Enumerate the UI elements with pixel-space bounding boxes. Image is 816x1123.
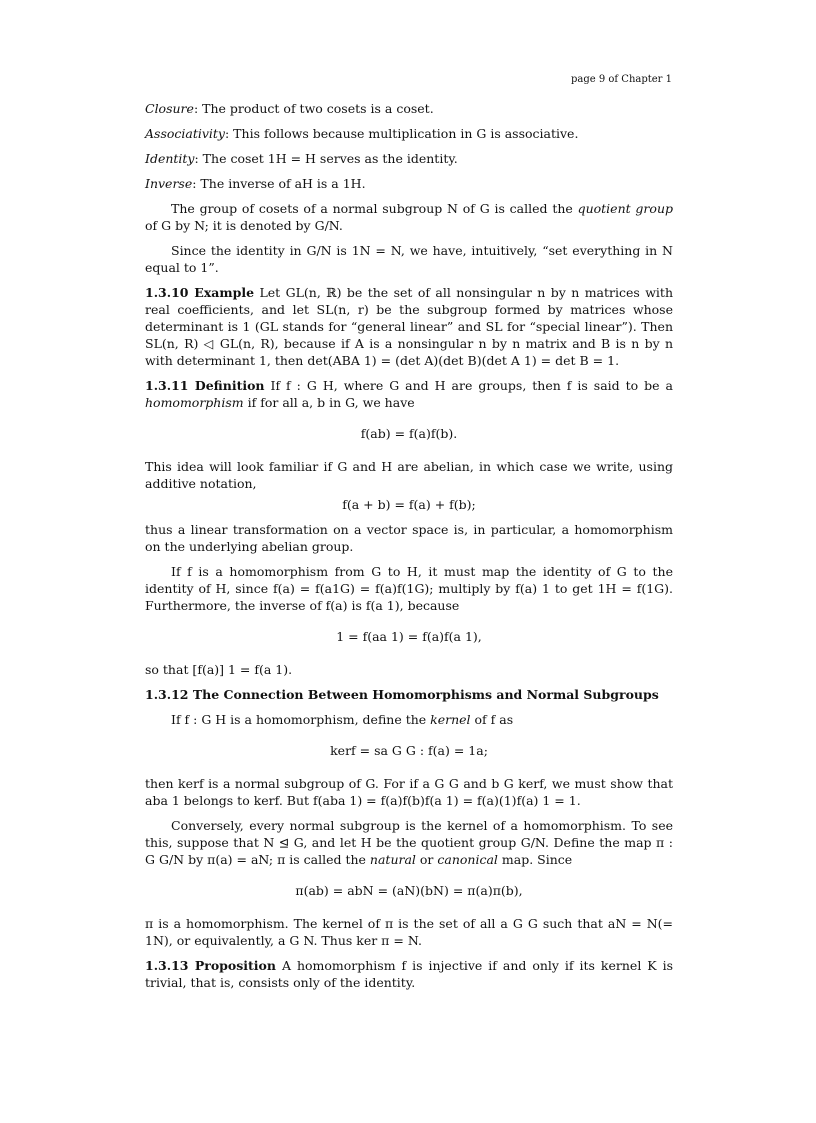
converse-natural: natural (369, 852, 416, 867)
pi-homomorphism-paragraph: π is a homomorphism. The kernel of π is the set of all a G G such that aN = N(= 1N), or equivalently, a G N. Thus ker π = N. (145, 916, 673, 948)
converse-pre: Conversely, every normal subgroup is the kernel of a homomorphism. To see this, suppose that N ⊴ G, and let H be the quotient group G/N. Define the map π : G G/N by π(a) = aN; π is called the (145, 818, 673, 867)
kernel-definition (145, 711, 673, 728)
closure-label: Closure (145, 101, 194, 116)
example-text: Let GL(n, ℝ) be the set of all nonsingular n by n matrices with real coefficients, and let SL(n, r) be the subgroup formed by matrices whose determinant is 1 (GL stands for “general linear” and SL for “special linear”). Then SL(n, R) ◁ GL(n, R), because if A is a nonsingular n by n matrix and B is n by n with determinant 1, then det(ABA 1) = (det A)(det B)(det A 1) = det B = 1. (145, 285, 673, 368)
example-1-3-10 (145, 284, 673, 369)
page-header: page 9 of Chapter 1 (570, 74, 672, 85)
kernel-term: kernel (430, 712, 471, 727)
associativity-text: : This follows because multiplication in G is associative. (225, 126, 579, 141)
definition-pre: If f : G H, where G and H are groups, then f is said to be a (264, 378, 673, 393)
definition-term: homomorphism (145, 395, 244, 410)
kernel-pre: If f : G H is a homomorphism, define the (171, 712, 431, 727)
equation-kernel: kerf = sa G G : f(a) = 1a; (330, 743, 488, 758)
linear-paragraph: thus a linear transformation on a vector space is, in particular, a homomorphism on the underlying abelian group. (145, 522, 673, 554)
quotient-pre: The group of cosets of a normal subgroup N of G is called the (171, 201, 578, 216)
closure-text: : The product of two cosets is a coset. (193, 101, 434, 116)
quotient-term: quotient group (577, 201, 673, 216)
kernel-normal-paragraph: then kerf is a normal subgroup of G. For if a G G and b G kerf, we must show that aba 1 belongs to kerf. But f(aba 1) = f(a)f(b)f(a 1) = f(a)(1)f(a) 1 = 1. (145, 776, 673, 808)
closure-line (145, 100, 673, 117)
converse-paragraph (145, 817, 673, 868)
definition-post: if for all a, b in G, we have (243, 395, 415, 410)
equation-inverse: 1 = f(aa 1) = f(a)f(a 1), (336, 629, 482, 644)
kernel-post: of f as (470, 712, 514, 727)
associativity-line (145, 125, 673, 142)
inverse-text: : The inverse of aH is a 1H. (192, 176, 366, 191)
familiar-paragraph: This idea will look familiar if G and H are abelian, in which case we write, using additive notation, (145, 459, 673, 491)
converse-canonical: canonical (437, 852, 498, 867)
proposition-heading: 1.3.13 Proposition (145, 958, 276, 973)
inverse-line (145, 175, 673, 192)
quotient-post: of G by N; it is denoted by G/N. (145, 218, 343, 233)
proposition-1-3-13 (145, 957, 673, 991)
equation-hom: f(ab) = f(a)f(b). (360, 426, 458, 441)
quotient-paragraph (145, 200, 673, 234)
associativity-label: Associativity (145, 126, 225, 141)
so-that-line: so that [f(a)] 1 = f(a 1). (145, 662, 293, 677)
inverse-label: Inverse (145, 176, 193, 191)
identity-map-paragraph: If f is a homomorphism from G to H, it must map the identity of G to the identity of H, since f(a) = f(a1G) = f(a)f(1G); multiply by f(a) 1 to get 1H = f(1G). Furthermore, the inverse of f(a) is f(a 1), because (145, 564, 673, 613)
definition-heading: 1.3.11 Definition (145, 378, 265, 393)
identity-line (145, 150, 673, 167)
proposition-text: A homomorphism f is injective if and only if its kernel K is trivial, that is, consists only of the identity. (145, 958, 674, 990)
page-content (145, 100, 673, 999)
intuition-paragraph: Since the identity in G/N is 1N = N, we have, intuitively, “set everything in N equal to 1”. (145, 243, 673, 275)
converse-mid: or (415, 852, 438, 867)
section-1-3-12-heading: 1.3.12 The Connection Between Homomorphisms and Normal Subgroups (145, 687, 659, 702)
example-heading: 1.3.10 Example (145, 285, 255, 300)
equation-additive: f(a + b) = f(a) + f(b); (342, 497, 476, 512)
identity-label: Identity (145, 151, 195, 166)
identity-text: : The coset 1H = H serves as the identity. (194, 151, 458, 166)
definition-1-3-11 (145, 377, 673, 411)
equation-pi: π(ab) = abN = (aN)(bN) = π(a)π(b), (295, 883, 523, 898)
converse-post: map. Since (497, 852, 573, 867)
